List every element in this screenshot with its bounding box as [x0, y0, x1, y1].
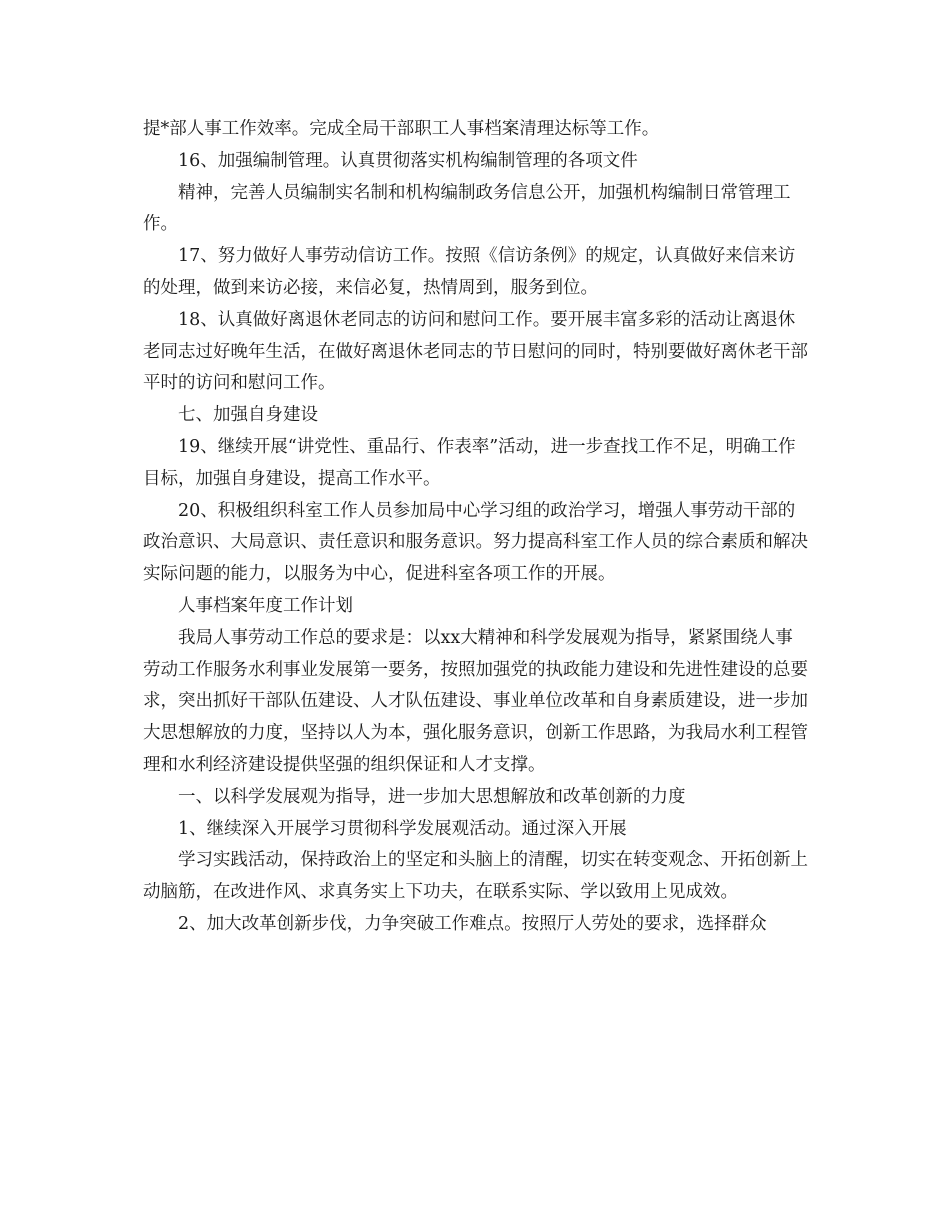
paragraph-8: 我局人事劳动工作总的要求是：以xx大精神和科学发展观为指导，紧紧围绕人事劳动工作服务水利事业发展第一要务，按照加强党的执政能力建设和先进性建设的总要求，突出抓好干部队伍建设、人才队伍建设、事业单位改革和自身素质建设，进一步加大思想解放的力度，坚持以人为本，强化服务意识，创新工作思路，为我局水利工程管理和水利经济建设提供坚强的组织保证和人才支撑。	[143, 627, 808, 775]
paragraph-1: 提*部人事工作效率。完成全局干部职工人事档案清理达标等工作。	[143, 119, 660, 139]
paragraph-2: 16、加强编制管理。认真贯彻落实机构编制管理的各项文件	[178, 150, 638, 171]
paragraph-7: 20、积极组织科室工作人员参加局中心学习组的政治学习，增强人事劳动干部的政治意识、大局意识、责任意识和服务意识。努力提高科室工作人员的综合素质和解决实际问题的能力，以服务为中心，促进科室各项工作的开展。	[143, 500, 808, 585]
paragraph-3: 精神，完善人员编制实名制和机构编制政务信息公开，加强机构编制日常管理工作。	[143, 182, 791, 235]
document-body	[143, 114, 808, 941]
paragraph-9: 1、继续深入开展学习贯彻科学发展观活动。通过深入开展	[178, 818, 627, 839]
paragraph-5: 18、认真做好离退休老同志的访问和慰问工作。要开展丰富多彩的活动让离退休老同志过好晚年生活，在做好离退休老同志的节日慰问的同时，特别要做好离休老干部平时的访问和慰问工作。	[143, 309, 808, 394]
paragraph-6: 19、继续开展“讲党性、重品行、作表率”活动，进一步查找工作不足，明确工作目标，加强自身建设，提高工作水平。	[143, 436, 796, 489]
paragraph-10: 学习实践活动，保持政治上的坚定和头脑上的清醒，切实在转变观念、开拓创新上动脑筋，在改进作风、求真务实上下功夫，在联系实际、学以致用上见成效。	[143, 850, 808, 903]
plan-title: 人事档案年度工作计划	[178, 595, 353, 616]
section-heading-1: 一、以科学发展观为指导，进一步加大思想解放和改革创新的力度	[178, 786, 686, 807]
paragraph-11: 2、加大改革创新步伐，力争突破工作难点。按照厅人劳处的要求，选择群众	[178, 913, 767, 934]
paragraph-4: 17、努力做好人事劳动信访工作。按照《信访条例》的规定，认真做好来信来访的处理，做到来访必接，来信必复，热情周到，服务到位。	[143, 246, 796, 298]
section-heading-7: 七、加强自身建设	[178, 405, 318, 426]
